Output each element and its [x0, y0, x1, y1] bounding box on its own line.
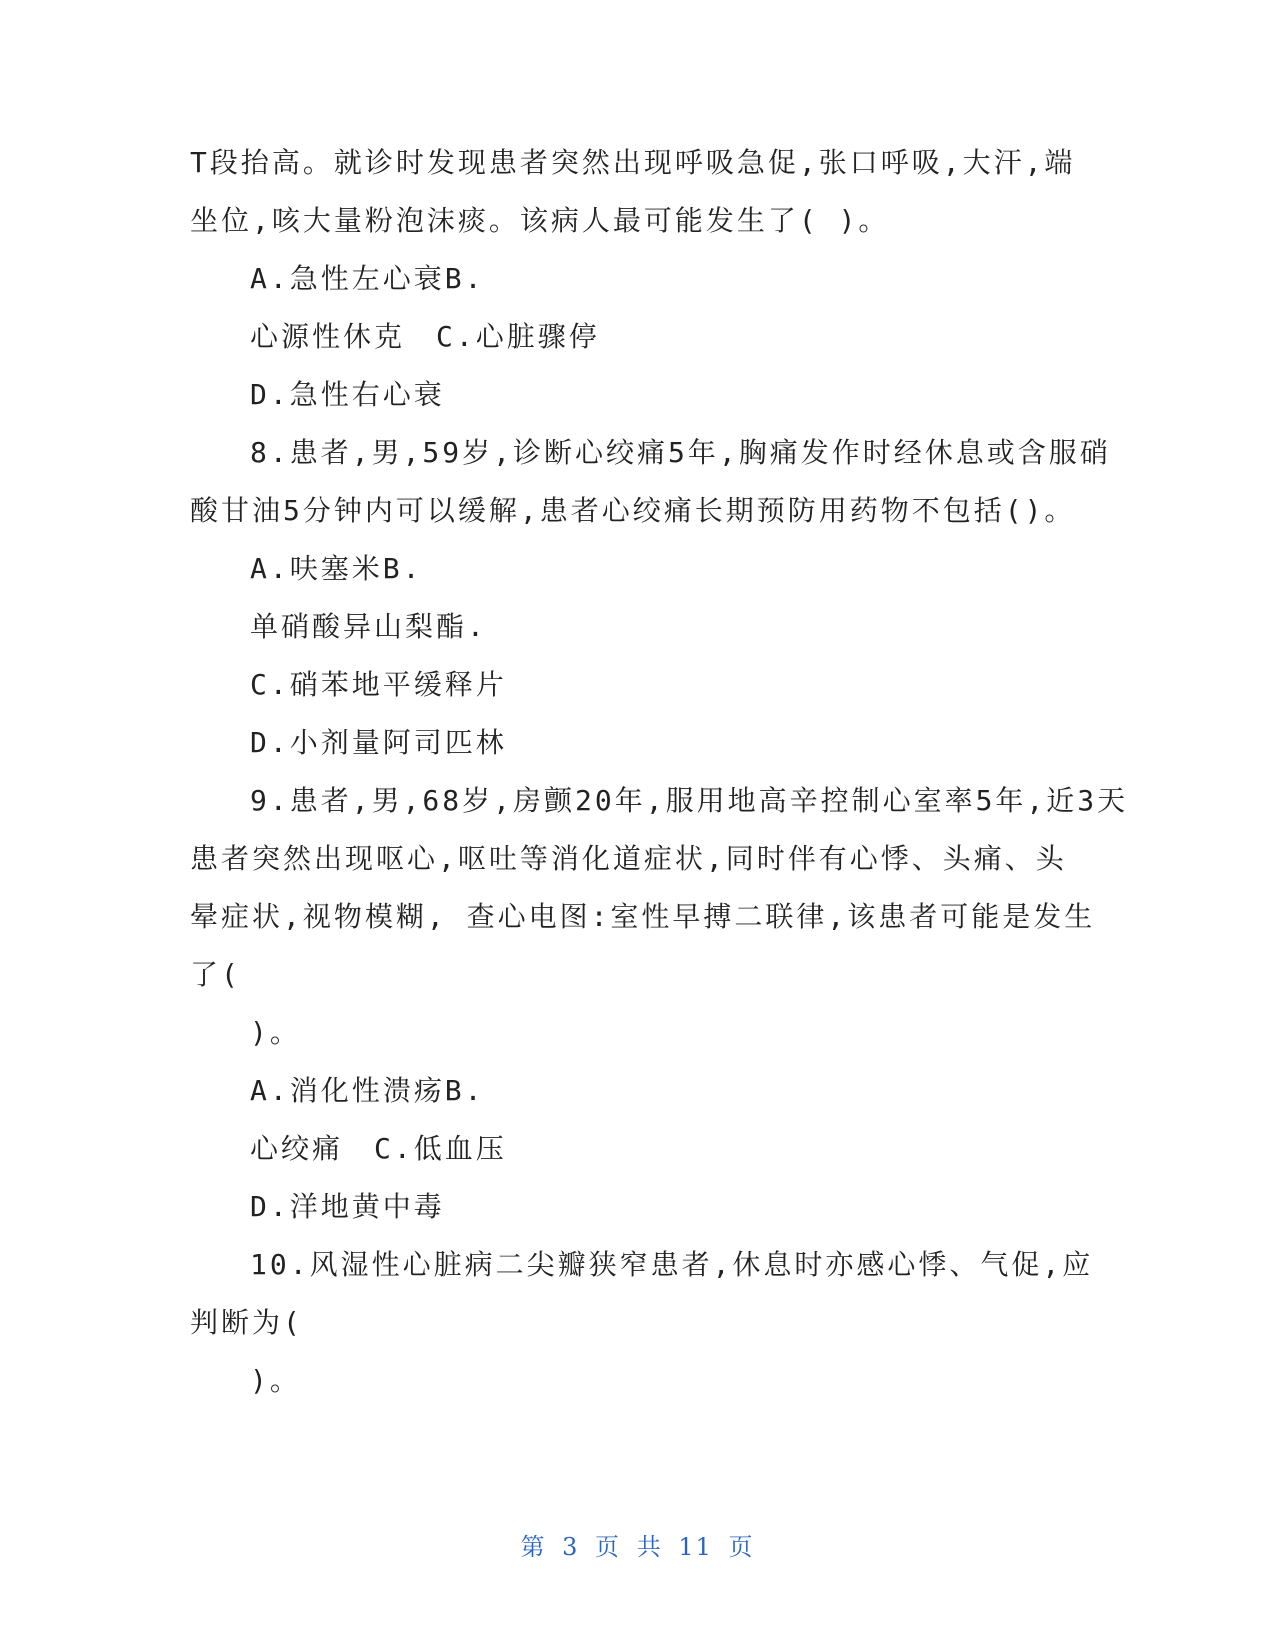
- footer-label-gong: 共: [636, 1533, 663, 1561]
- footer-label-di: 第: [520, 1533, 547, 1561]
- text-line: )。: [250, 1016, 301, 1049]
- option-line: 心绞痛 C.低血压: [250, 1132, 507, 1165]
- text-line: 晕症状,视物模糊, 查心电图:室性早搏二联律,该患者可能是发生: [190, 900, 1096, 933]
- option-line: A.急性左心衰B.: [250, 262, 485, 295]
- page-footer: [0, 1532, 1275, 1562]
- question-line: 10.风湿性心脏病二尖瓣狭窄患者,休息时亦感心悸、气促,应: [250, 1248, 1094, 1281]
- text-line: 酸甘油5分钟内可以缓解,患者心绞痛长期预防用药物不包括()。: [190, 494, 1076, 527]
- option-line: C.硝苯地平缓释片: [250, 668, 507, 701]
- text-line: )。: [250, 1364, 301, 1397]
- text-line: 坐位,咳大量粉泡沫痰。该病人最可能发生了( )。: [190, 204, 890, 237]
- text-line: 了(: [190, 958, 241, 991]
- option-line: A.呋塞米B.: [250, 552, 423, 585]
- option-line: 单硝酸异山梨酯.: [250, 610, 487, 643]
- footer-total-pages: 11: [678, 1533, 713, 1561]
- text-line: 患者突然出现呕心,呕吐等消化道症状,同时伴有心悸、头痛、头: [190, 842, 1067, 875]
- footer-page-number: 3: [562, 1533, 580, 1561]
- option-line: D.小剂量阿司匹林: [250, 726, 507, 759]
- option-line: D.洋地黄中毒: [250, 1190, 445, 1223]
- footer-label-ye: 页: [595, 1533, 622, 1561]
- option-line: 心源性休克 C.心脏骤停: [250, 320, 600, 353]
- question-line: 8.患者,男,59岁,诊断心绞痛5年,胸痛发作时经休息或含服硝: [250, 436, 1111, 469]
- option-line: D.急性右心衰: [250, 378, 445, 411]
- question-line: 9.患者,男,68岁,房颤20年,服用地高辛控制心室率5年,近3天: [250, 784, 1129, 817]
- footer-label-ye-end: 页: [728, 1533, 755, 1561]
- text-line: T段抬高。就诊时发现患者突然出现呼吸急促,张口呼吸,大汗,端: [190, 146, 1076, 179]
- option-line: A.消化性溃疡B.: [250, 1074, 485, 1107]
- text-line: 判断为(: [190, 1306, 303, 1339]
